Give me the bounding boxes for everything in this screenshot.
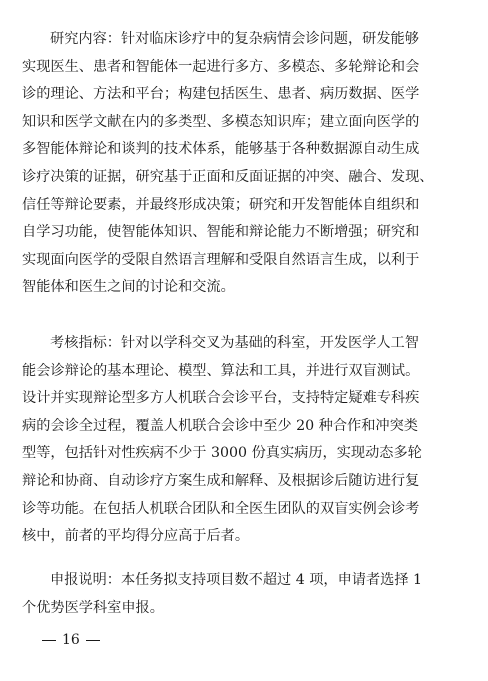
paragraph-application-notes (22, 567, 466, 622)
text-line: 病的会诊全过程，覆盖人机联合会诊中至少 20 种合作和冲突类 (22, 417, 418, 434)
paragraph-research-content (22, 26, 466, 302)
paragraph-assessment-indicators (22, 330, 466, 551)
text-line: 自学习功能，使智能体知识、智能和辩论能力不断增强；研究和 (22, 224, 420, 241)
text-line: 辩论和协商、自动诊疗方案生成和解释、及根据诊后随访进行复 (22, 472, 420, 489)
text-line: 型等，包括针对性疾病不少于 3000 份真实病历，实现动态多轮 (22, 445, 422, 462)
text-line: 设计并实现辩论型多方人机联合会诊平台，支持特定疑难专科疾 (22, 390, 420, 407)
text-line: 实现医生、患者和智能体一起进行多方、多模态、多轮辩论和会 (22, 58, 420, 75)
text-line: 诊的理论、方法和平台；构建包括医生、患者、病历数据、医学 (22, 86, 420, 103)
text-line: 实现面向医学的受限自然语言理解和受限自然语言生成，以利于 (22, 251, 420, 268)
text-line: 考核指标：针对以学科交叉为基础的科室，开发医学人工智 (50, 335, 419, 351)
text-line: 诊等功能。在包括人机联合团队和全医生团队的双盲实例会诊考 (22, 500, 420, 517)
page-number-left-dash (42, 640, 56, 641)
text-line: 知识和医学文献在内的多类型、多模态知识库；建立面向医学的 (22, 113, 420, 130)
text-line: 个优势医学科室申报。 (22, 599, 164, 616)
page-number-value: 16 (62, 632, 80, 648)
text-line: 多智能体辩论和谈判的技术体系，能够基于各种数据源自动生成 (22, 141, 420, 158)
text-line: 核中，前者的平均得分应高于后者。 (22, 528, 250, 545)
text-line: 诊疗决策的证据，研究基于正面和反面证据的冲突、融合、发现、 (22, 168, 434, 185)
text-line: 智能体和医生之间的讨论和交流。 (22, 279, 235, 296)
text-line: 能会诊辩论的基本理论、模型、算法和工具，并进行双盲测试。 (22, 362, 420, 379)
text-line: 信任等辩论要素，并最终形成决策；研究和开发智能体自组织和 (22, 196, 420, 213)
text-line: 申报说明：本任务拟支持项目数不超过 4 项，申请者选择 1 (50, 572, 423, 588)
text-line: 研究内容：针对临床诊疗中的复杂病情会诊问题，研发能够 (50, 31, 419, 47)
page-number-right-dash (86, 640, 100, 641)
page-number (36, 628, 106, 652)
